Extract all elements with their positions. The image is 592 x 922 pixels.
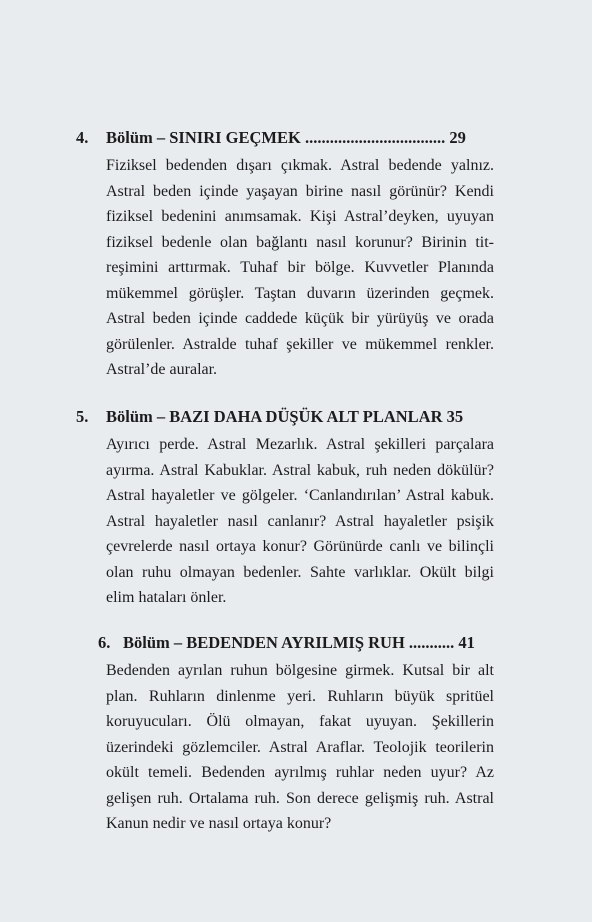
chapter-5-summary: Ayırıcı perde. Astral Mezarlık. Astral şekilleri parçalara ayırma. Astral Kabuklar. Astral kabuk, ruh neden dökülür? Astral hayaletler ve gölgeler. ‘Canlandırılan’ Astral kabuk. Astral hayaletler nasıl canlanır? Astral hayaletler psişik çevrelerde nasıl ortaya konur? Görünürde canlı ve bilinçli olan ruhu olmayan bedenler. Sahte varlıklar. Okült bilgi elim hataları önler. <box>106 436 494 606</box>
chapter-6-summary: Bedenden ayrılan ruhun bölgesine girmek. Kutsal bir alt plan. Ruhların dinlenme yeri. Ruhların büyük spritüel koruyucuları. Ölü olmayan, fakat uyuyan. Şekillerin üzerindeki gözlemciler. Astral Araflar. Teolojik teorilerin okült temeli. Bedenden ayrılmış ruhlar neden uyur? Az gelişen ruh. Ortalama ruh. Son derece gelişmiş ruh. Astral Kanun nedir ve nasıl ortaya konur? <box>106 662 494 832</box>
chapter-4-entry <box>0 125 592 378</box>
chapter-4-title: Bölüm – SINIRI GEÇMEK .................................. 29 <box>106 128 466 147</box>
chapter-5-title: Bölüm – BAZI DAHA DÜŞÜK ALT PLANLAR 35 <box>106 407 464 426</box>
chapter-5-number: 5. <box>76 407 89 426</box>
chapter-6-heading <box>0 630 592 656</box>
chapter-5-heading <box>0 404 592 430</box>
chapter-4-number: 4. <box>76 128 89 147</box>
chapter-4-heading <box>0 125 592 151</box>
chapter-5-entry <box>0 404 592 606</box>
chapter-6-entry <box>0 630 592 832</box>
chapter-4-summary: Fiziksel bedenden dışarı çıkmak. Astral bedende yalnız. Astral beden içinde yaşayan birine nasıl görünür? Kendi fiziksel bedenini anımsamak. Kişi Astral’deyken, uyuyan fiziksel bedenle olan bağlantı nasıl korunur? Birinin titreşimini arttırmak. Tuhaf bir bölge. Kuvvetler Planında mükemmel görüşler. Taştan duvarın üzerinden geçmek. Astral beden içinde caddede küçük bir yürüyüş ve orada görülenler. Astralde tuhaf şekiller ve mükemmel renkler. Astral’de auralar. <box>106 157 494 378</box>
chapter-6-title: Bölüm – BEDENDEN AYRILMIŞ RUH ........... 41 <box>123 633 475 652</box>
chapter-6-number: 6. <box>98 633 111 652</box>
